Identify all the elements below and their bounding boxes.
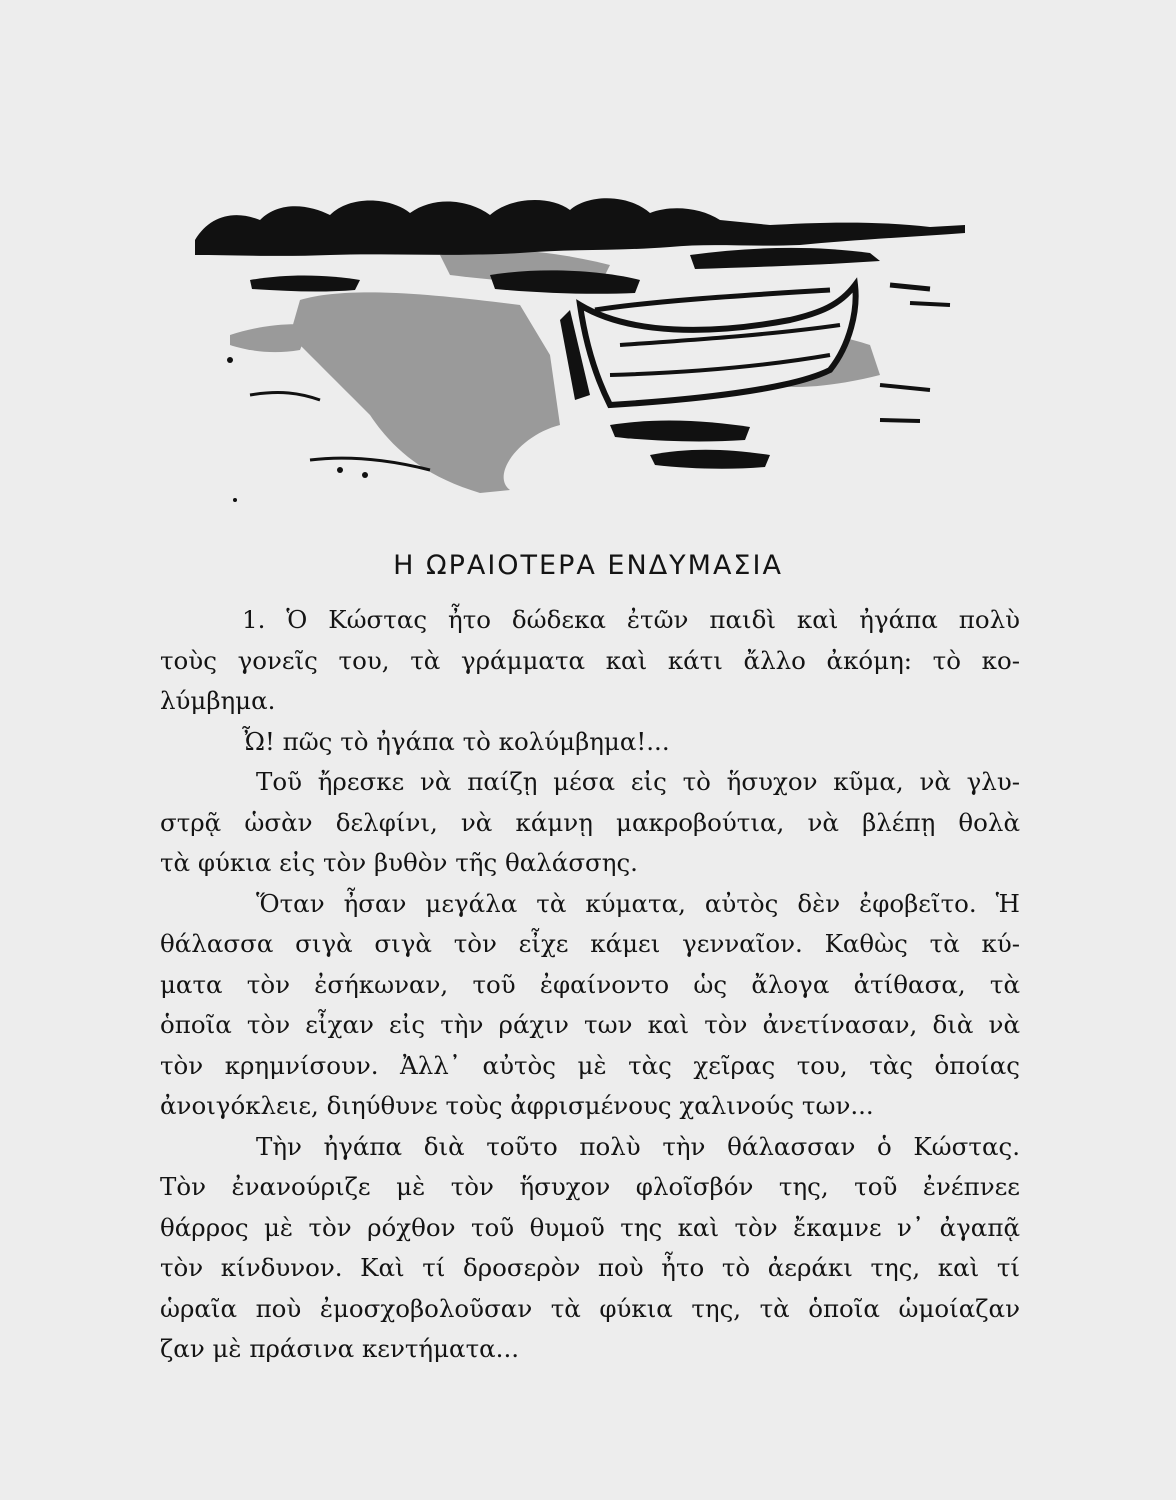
text-line: ὁποῖα τὸν εἶχαν εἰς τὴν ράχιν των καὶ τὸν ἀνετίνασαν, διὰ νὰ [160, 1010, 1020, 1039]
body-text [160, 600, 1020, 1370]
text-line: Ὦ! πῶς τὸ ἠγάπα τὸ κολύμβημα!... [242, 726, 670, 756]
text-line: στρᾷ ὡσὰν δελφίνι, νὰ κάμνῃ μακροβούτια, νὰ βλέπῃ θολὰ [160, 807, 1020, 837]
text-line: ζαν μὲ πράσινα κεντήματα... [160, 1334, 520, 1363]
text-line: θάλασσα σιγὰ σιγὰ τὸν εἶχε κάμει γενναῖον. Καθὼς τὰ κύ- [160, 929, 1020, 958]
text-line: θάρρος μὲ τὸν ρόχθον τοῦ θυμοῦ της καὶ τὸν ἔκαμνε ν᾽ ἀγαπᾷ [160, 1212, 1020, 1242]
text-line: ματα τὸν ἐσήκωναν, τοῦ ἐφαίνοντο ὡς ἄλογα ἀτίθασα, τὰ [160, 969, 1020, 999]
text-line: ὡραῖα ποὺ ἐμοσχοβολοῦσαν τὰ φύκια της, τὰ ὁποῖα ὡμοίαζαν [160, 1293, 1020, 1323]
text-line: Τὸν ἐνανούριζε μὲ τὸν ἥσυχον φλοῖσβόν της, τοῦ ἐνέπνεε [160, 1172, 1020, 1201]
text-line: Ὅταν ἦσαν μεγάλα τὰ κύματα, αὐτὸς δὲν ἐφοβεῖτο. Ἡ [256, 888, 1020, 918]
text-line: Τὴν ἠγάπα διὰ τοῦτο πολὺ τὴν θάλασσαν ὁ Κώστας. [256, 1131, 1020, 1161]
text-line: λύμβημα. [160, 686, 276, 715]
chapter-title: Η ΩΡΑΙΟΤΕΡΑ ΕΝΔΥΜΑΣΙΑ [393, 550, 783, 582]
text-line: τὰ φύκια εἰς τὸν βυθὸν τῆς θαλάσσης. [160, 848, 638, 877]
text-line: τὸν κίνδυνον. Καὶ τί δροσερὸν ποὺ ἦτο τὸ ἀεράκι της, καὶ τί [160, 1253, 1020, 1282]
rowboat-illustration [190, 185, 980, 505]
text-line: τὸν κρημνίσουν. Ἀλλ᾽ αὐτὸς μὲ τὰς χεῖρας του, τὰς ὁποίας [160, 1050, 1020, 1080]
text-line: ἀνοιγόκλειε, διηύθυνε τοὺς ἀφρισμένους χαλινούς των... [160, 1091, 874, 1120]
text-line: 1. Ὁ Κώστας ἦτο δώδεκα ἐτῶν παιδὶ καὶ ἠγάπα πολὺ [242, 605, 1020, 634]
text-line: Τοῦ ἤρεσκε νὰ παίζῃ μέσα εἰς τὸ ἥσυχον κῦμα, νὰ γλυ- [256, 767, 1020, 796]
text-line: τοὺς γονεῖς του, τὰ γράμματα καὶ κάτι ἄλλο ἀκόμη: τὸ κο- [160, 645, 1020, 675]
